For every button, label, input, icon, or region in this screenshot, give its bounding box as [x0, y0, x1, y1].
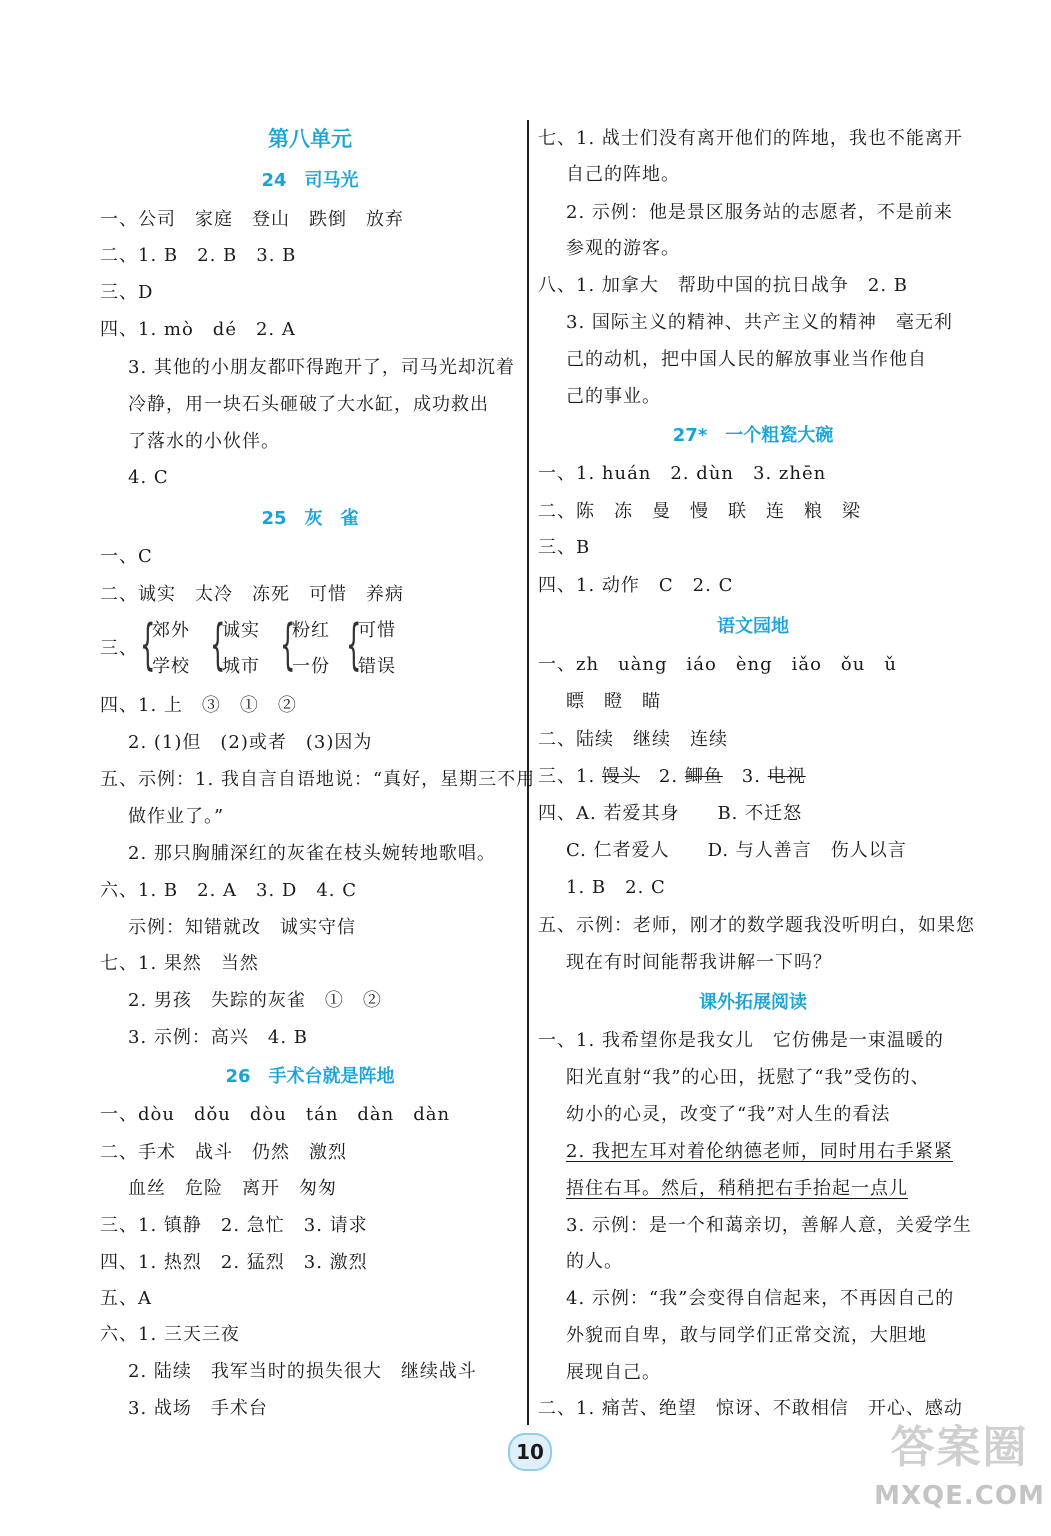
- answer-line: 四、1. 上 ③ ① ②: [100, 695, 297, 716]
- answer-line: 一、dòu dǒu dòu tán dàn dàn: [100, 1104, 451, 1125]
- answer-line: 4. 示例：“我”会变得自信起来，不再因自己的: [566, 1288, 955, 1309]
- answer-line: 四、A. 若爱其身 B. 不迁怒: [538, 803, 803, 824]
- answer-line: 己的动机，把中国人民的解放事业当作他自: [566, 349, 927, 370]
- handwritten-correction: 电视: [767, 766, 806, 787]
- answer-line: 做作业了。”: [128, 806, 225, 827]
- watermark: [872, 1418, 1047, 1533]
- answer-line: 2. 那只胸脯深红的灰雀在枝头婉转地歌唱。: [128, 843, 496, 864]
- answer-line: 外貌而自卑，敢与同学们正常交流，大胆地: [566, 1325, 927, 1346]
- answer-line: 四、1. 热烈 2. 猛烈 3. 激烈: [100, 1252, 368, 1273]
- answer-line: 一、zh uàng iáo èng iǎo ǒu ǔ: [538, 654, 897, 675]
- pair-word: 一份: [292, 656, 330, 677]
- answer-line: 现在有时间能帮我讲解一下吗？: [566, 952, 832, 973]
- pair-word: 郊外: [152, 620, 190, 641]
- answer-line: 2. 示例：他是景区服务站的志愿者，不是前来: [566, 202, 953, 223]
- section-title-26: 26 手术台就是阵地: [225, 1066, 395, 1087]
- section-title-25: 25 灰 雀: [261, 508, 359, 529]
- answer-line: 幼小的心灵，改变了“我”对人生的看法: [566, 1104, 891, 1125]
- answer-line: 五、A: [100, 1288, 152, 1309]
- pair-word: 城市: [222, 656, 260, 677]
- answer-line: 参观的游客。: [566, 238, 680, 259]
- answer-line: 2. (1)但 (2)或者 (3)因为: [128, 732, 373, 753]
- answer-line: 五、示例：1. 我自言自语地说：“真好，星期三不用: [100, 769, 536, 790]
- answer-line: 3. 其他的小朋友都吓得跑开了，司马光却沉着: [128, 357, 515, 378]
- answer-line: 展现自己。: [566, 1362, 661, 1383]
- answer-line: 六、1. 三天三夜: [100, 1324, 240, 1345]
- text-separator: 3.: [722, 766, 768, 787]
- answer-line: 六、1. B 2. A 3. D 4. C: [100, 880, 358, 901]
- pair-word: 学校: [152, 656, 190, 677]
- answer-line: 三、D: [100, 282, 154, 303]
- answer-line: 1. B 2. C: [566, 877, 666, 898]
- pair-word: 诚实: [222, 620, 260, 641]
- answer-line: C. 仁者爱人 D. 与人善言 伤人以言: [566, 840, 907, 861]
- answer-line: 二、1. 痛苦、绝望 惊讶、不敢相信 开心、感动: [538, 1398, 963, 1419]
- answer-line: 八、1. 加拿大 帮助中国的抗日战争 2. B: [538, 275, 909, 296]
- answer-line: 二、陈 冻 曼 慢 联 连 粮 梁: [538, 501, 861, 522]
- answer-line: 血丝 危险 离开 匆匆: [128, 1178, 337, 1199]
- answer-line: 瞟 瞪 瞄: [566, 691, 661, 712]
- brace-mark: {: [140, 613, 156, 676]
- answer-line: 三、B: [538, 537, 591, 558]
- answer-line: 的人。: [566, 1251, 623, 1272]
- answer-line: 二、陆续 继续 连续: [538, 729, 728, 750]
- handwritten-correction: 鲫鱼: [684, 766, 723, 787]
- answer-line: 阳光直射“我”的心田，抚慰了“我”受伤的、: [566, 1067, 930, 1088]
- text-separator: 2.: [639, 766, 685, 787]
- answer-line: 了落水的小伙伴。: [128, 431, 280, 452]
- answer-line: 2. 男孩 失踪的灰雀 ① ②: [128, 990, 382, 1011]
- answer-line: 四、1. 动作 C 2. C: [538, 575, 734, 596]
- answer-line: 一、1. huán 2. dùn 3. zhēn: [538, 463, 827, 484]
- brace-mark: {: [210, 613, 226, 676]
- answer-line: 3. 国际主义的精神、共产主义的精神 毫无利: [566, 312, 953, 333]
- section-title-27: 27* 一个粗瓷大碗: [672, 425, 834, 446]
- answer-line: 3. 示例：高兴 4. B: [128, 1027, 309, 1048]
- brace-mark: {: [346, 613, 362, 676]
- answer-line: 4. C: [128, 467, 169, 488]
- text-prefix: 三、1.: [538, 766, 602, 787]
- answer-line: 示例：知错就改 诚实守信: [128, 917, 356, 938]
- answer-line: 七、1. 果然 当然: [100, 953, 259, 974]
- answer-line: 3. 战场 手术台: [128, 1398, 268, 1419]
- pair-word: 可惜: [358, 620, 396, 641]
- answer-line: 3. 示例：是一个和蔼亲切，善解人意，关爱学生: [566, 1215, 972, 1236]
- answer-line-prefix: 三、: [100, 638, 138, 659]
- watermark-url: MXQE.COM: [874, 1481, 1045, 1511]
- answer-line: 自己的阵地。: [566, 164, 680, 185]
- answer-line: 己的事业。: [566, 386, 661, 407]
- section-title-garden: 语文园地: [717, 616, 789, 637]
- pair-word: 粉红: [292, 620, 330, 641]
- section-title-reading: 课外拓展阅读: [699, 992, 807, 1013]
- answer-line: 二、诚实 太冷 冻死 可惜 养病: [100, 584, 404, 605]
- answer-line-underlined: 捂住右耳。然后，稍稍把右手抬起一点儿: [566, 1178, 908, 1199]
- answer-line: 一、公司 家庭 登山 跌倒 放弃: [100, 209, 404, 230]
- unit-title: 第八单元: [268, 127, 352, 151]
- answer-line: 2. 陆续 我军当时的损失很大 继续战斗: [128, 1361, 477, 1382]
- answer-line-underlined: 2. 我把左耳对着伦纳德老师，同时用右手紧紧: [566, 1141, 953, 1162]
- answer-line: 冷静，用一块石头砸破了大水缸，成功救出: [128, 394, 489, 415]
- answer-line: 三、1. 镇静 2. 急忙 3. 请求: [100, 1215, 368, 1236]
- answer-line: 二、手术 战斗 仍然 激烈: [100, 1142, 347, 1163]
- answer-line: 一、1. 我希望你是我女儿 它仿佛是一束温暖的: [538, 1030, 944, 1051]
- brace-mark: {: [280, 613, 296, 676]
- answer-line: 四、1. mò dé 2. A: [100, 319, 296, 340]
- answer-line: 七、1. 战士们没有离开他们的阵地，我也不能离开: [538, 128, 963, 149]
- pair-word: 错误: [358, 656, 396, 677]
- handwritten-correction: 馒头: [601, 766, 640, 787]
- answer-line: 一、C: [100, 546, 153, 567]
- section-title-24: 24 司马光: [261, 170, 359, 191]
- watermark-logo: 答案圈: [890, 1422, 1029, 1473]
- answer-line: 五、示例：老师，刚才的数学题我没听明白，如果您: [538, 915, 975, 936]
- page-number: 10: [508, 1433, 552, 1471]
- answer-line: 二、1. B 2. B 3. B: [100, 245, 297, 266]
- answer-line-corrected: [538, 764, 806, 790]
